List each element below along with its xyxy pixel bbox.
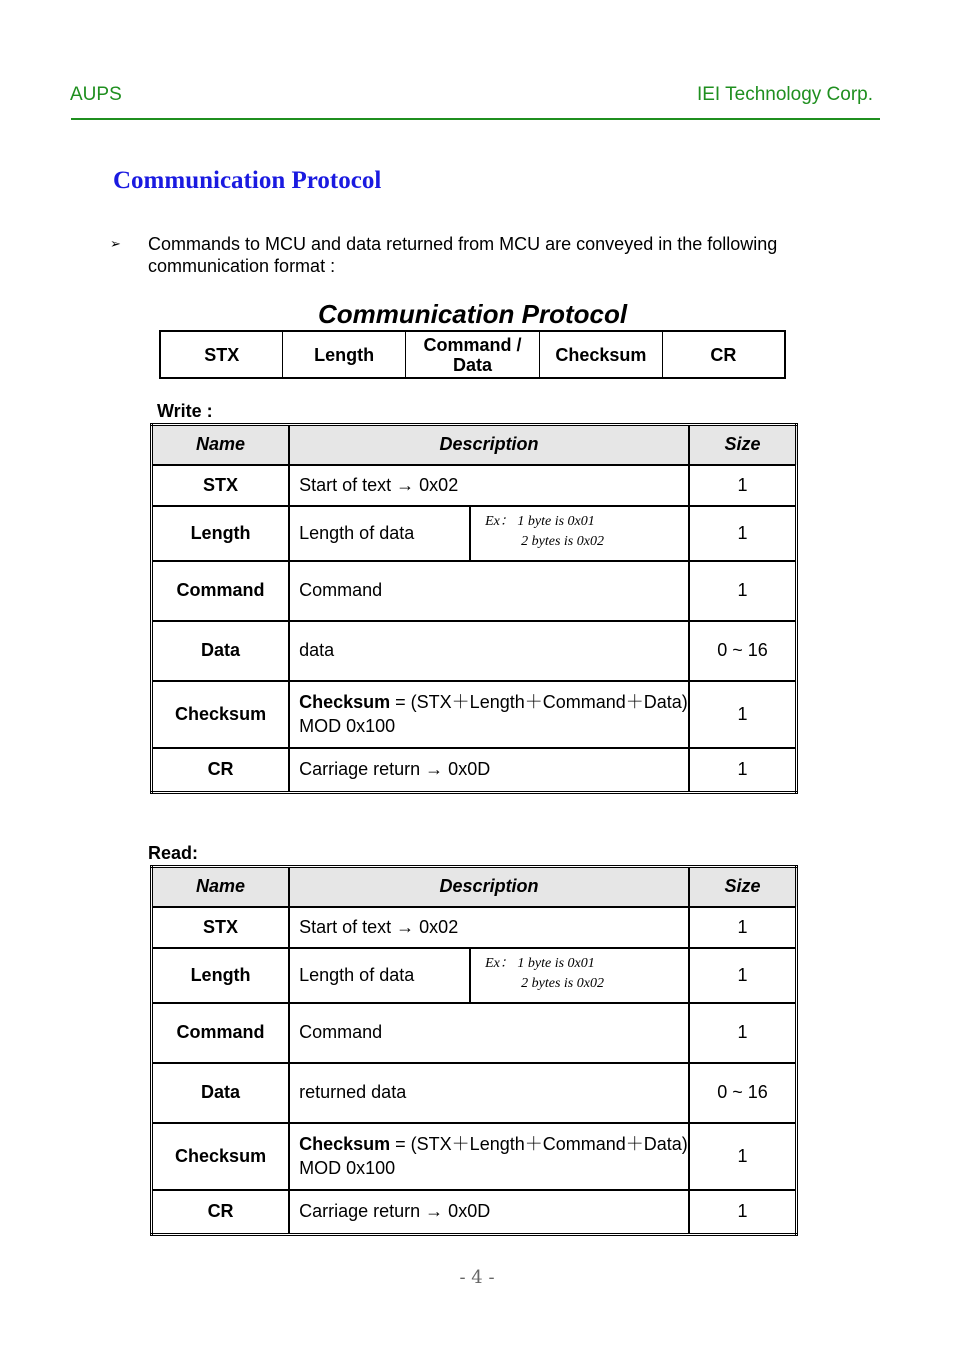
row-size: 1	[689, 1003, 797, 1063]
row-description	[289, 681, 689, 748]
row-size: 1	[689, 907, 797, 948]
row-description	[289, 948, 689, 1003]
table-row	[152, 1063, 797, 1123]
row-size: 1	[689, 506, 797, 561]
protocol-frame-diagram	[159, 330, 786, 379]
row-description: Start of text → 0x02	[289, 907, 689, 948]
protocol-field-length: Length	[283, 332, 405, 377]
row-example-note	[471, 507, 688, 560]
row-name: Command	[152, 1003, 290, 1063]
row-description	[289, 506, 689, 561]
row-example-note	[471, 949, 688, 1002]
row-description: Command	[289, 561, 689, 621]
table-row	[152, 506, 797, 561]
table-row	[152, 1003, 797, 1063]
row-description: Command	[289, 1003, 689, 1063]
row-description: Start of text → 0x02	[289, 465, 689, 506]
row-description	[289, 1123, 689, 1190]
column-header-size: Size	[689, 867, 797, 907]
protocol-diagram-title: Communication Protocol	[317, 299, 628, 329]
row-name: CR	[152, 1190, 290, 1235]
row-name: Checksum	[152, 1123, 290, 1190]
example-line-2: 2 bytes is 0x02	[521, 533, 604, 549]
table-row	[152, 1190, 797, 1235]
row-name: Length	[152, 506, 290, 561]
table-row	[152, 907, 797, 948]
table-row	[152, 1123, 797, 1190]
table-row	[152, 561, 797, 621]
table-row	[152, 681, 797, 748]
header-right-text: IEI Technology Corp.	[696, 84, 873, 105]
row-description: data	[289, 621, 689, 681]
row-size: 1	[689, 1123, 797, 1190]
example-line-1: Ex： 1 byte is 0x01	[485, 513, 595, 529]
read-table-label: Read:	[148, 843, 199, 863]
row-name: Command	[152, 561, 290, 621]
table-row	[152, 948, 797, 1003]
bullet-arrow-icon: ➢	[110, 236, 121, 251]
column-header-description: Description	[289, 867, 689, 907]
checksum-formula: = (STX＋Length＋Command＋Data) MOD 0x100	[299, 1134, 688, 1178]
example-line-2: 2 bytes is 0x02	[521, 975, 604, 991]
example-line-1: Ex： 1 byte is 0x01	[485, 955, 595, 971]
page-number: - 4 -	[459, 1267, 495, 1288]
row-description-text: Length of data	[290, 949, 471, 1002]
section-title: Communication Protocol	[113, 167, 382, 194]
row-name: Length	[152, 948, 290, 1003]
row-name: Checksum	[152, 681, 290, 748]
column-header-name: Name	[152, 867, 290, 907]
protocol-field-command-data: Command / Data	[406, 332, 540, 377]
row-name: Data	[152, 1063, 290, 1123]
table-row	[152, 465, 797, 506]
row-size: 0 ~ 16	[689, 621, 797, 681]
intro-paragraph: Commands to MCU and data returned from MCU are conveyed in the following communication format :	[148, 234, 778, 276]
row-description-text: Length of data	[290, 507, 471, 560]
row-size: 1	[689, 681, 797, 748]
protocol-field-checksum: Checksum	[540, 332, 662, 377]
write-table	[150, 423, 798, 794]
checksum-term: Checksum	[299, 1134, 391, 1154]
checksum-term: Checksum	[299, 692, 391, 712]
protocol-field-cr: CR	[710, 344, 737, 365]
header-divider	[71, 118, 880, 120]
row-size: 1	[689, 561, 797, 621]
table-row	[152, 621, 797, 681]
row-size: 0 ~ 16	[689, 1063, 797, 1123]
header-left-text: AUPS	[70, 84, 122, 105]
row-name: STX	[152, 465, 290, 506]
read-table	[150, 865, 798, 1236]
checksum-formula: = (STX＋Length＋Command＋Data) MOD 0x100	[299, 692, 688, 736]
protocol-field-stx: STX	[161, 332, 283, 377]
row-name: CR	[152, 748, 290, 793]
row-name: Data	[152, 621, 290, 681]
table-header-row	[152, 425, 797, 465]
table-row	[152, 748, 797, 793]
row-size: 1	[689, 748, 797, 793]
column-header-size: Size	[689, 425, 797, 465]
row-description: Carriage return → 0x0D	[289, 748, 689, 793]
row-description: Carriage return → 0x0D	[289, 1190, 689, 1235]
column-header-description: Description	[289, 425, 689, 465]
row-size: 1	[689, 948, 797, 1003]
row-description: returned data	[289, 1063, 689, 1123]
row-name: STX	[152, 907, 290, 948]
row-size: 1	[689, 465, 797, 506]
column-header-name: Name	[152, 425, 290, 465]
table-header-row	[152, 867, 797, 907]
write-table-label: Write :	[157, 401, 213, 421]
row-size: 1	[689, 1190, 797, 1235]
